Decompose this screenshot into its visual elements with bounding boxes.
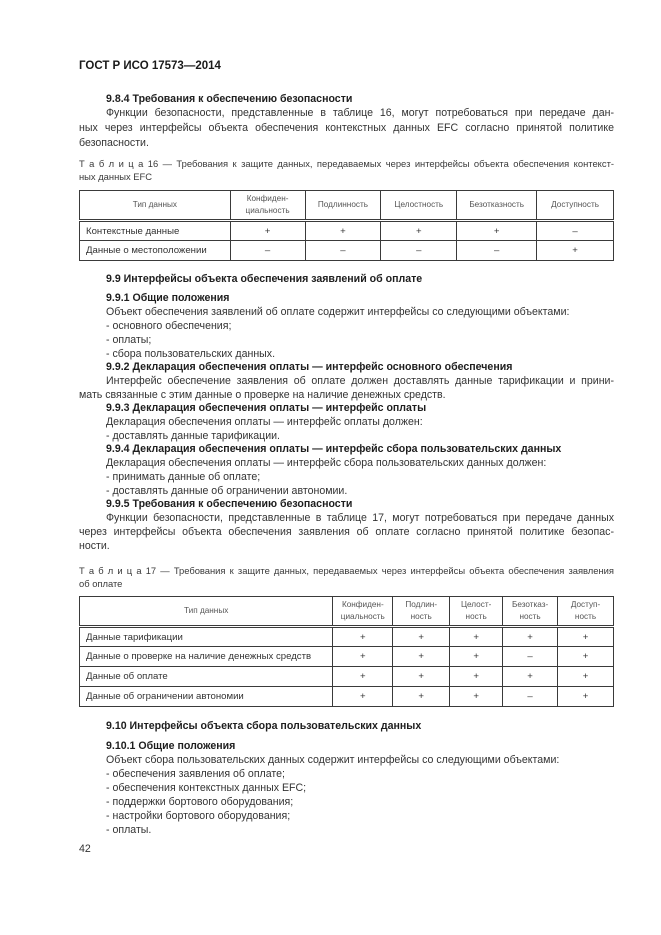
table-header-row [80,597,614,627]
table-cell: Контекстные данные [80,221,231,241]
paragraph-line: Объект сбора пользовательских данных содержит интерфейсы со следующими объектами: [106,754,560,766]
table-cell: + [558,687,614,707]
column-header: Подлин- ность [393,597,450,627]
table-cell: Данные тарификации [80,627,333,647]
list-item: - доставлять данные об ограничении автономии. [106,485,348,497]
list-item: - оплаты; [106,334,152,346]
table-cell: + [558,667,614,687]
list-item: - доставлять данные тарификации. [106,430,280,442]
table-cell: – [503,647,558,667]
table-cell: + [393,647,450,667]
table-17 [79,596,614,707]
paragraph-line: безопасности. [79,137,149,149]
table-cell: Данные о местоположении [80,241,231,261]
table-header-row [80,191,614,221]
table-16-caption: ных данных EFC [79,171,153,182]
table-row [80,627,614,647]
table-cell: Данные о проверке на наличие денежных средств [80,647,333,667]
column-header: Подлинность [305,191,381,221]
page-number: 42 [79,843,91,855]
table-cell: + [393,627,450,647]
column-header: Доступность [537,191,614,221]
table-cell: + [305,221,381,241]
column-header: Доступ- ность [558,597,614,627]
table-16-caption: Т а б л и ц а 16 — Требования к защите данных, передаваемых через интерфейсы объекта обеспечения контекст- [79,158,614,169]
section-heading-9-10-1: 9.10.1 Общие положения [106,740,236,752]
section-heading-9-8-4: 9.8.4 Требования к обеспечению безопасности [106,93,353,105]
table-cell: – [457,241,537,261]
paragraph-line: Декларация обеспечения оплаты — интерфейс сбора пользовательских данных должен: [106,457,547,469]
table-cell: + [450,667,503,687]
table-cell: – [381,241,457,261]
column-header: Безотказность [457,191,537,221]
table-row [80,241,614,261]
table-cell: Данные об ограничении автономии [80,687,333,707]
column-header: Конфиден- циальность [333,597,393,627]
list-item: - оплаты. [106,824,152,836]
column-header: Тип данных [80,597,333,627]
paragraph-line: ности. [79,540,110,552]
table-cell: Данные об оплате [80,667,333,687]
section-heading-9-9-1: 9.9.1 Общие положения [106,292,230,304]
list-item: - поддержки бортового оборудования; [106,796,294,808]
list-item: - принимать данные об оплате; [106,471,261,483]
table-cell: – [503,687,558,707]
table-cell: + [450,627,503,647]
table-17-caption: об оплате [79,578,123,589]
column-header: Целостность [381,191,457,221]
table-cell: + [558,627,614,647]
paragraph-line: мать связанные с этим данные о проверке на наличие денежных средств. [79,389,446,401]
table-cell: + [450,687,503,707]
section-heading-9-10: 9.10 Интерфейсы объекта сбора пользовательских данных [106,720,422,732]
table-16 [79,190,614,261]
table-cell: + [381,221,457,241]
document-standard-header: ГОСТ Р ИСО 17573—2014 [79,60,221,72]
paragraph-line: Функции безопасности, представленные в таблице 16, могут потребоваться при передаче дан- [106,107,614,119]
section-heading-9-9-2: 9.9.2 Декларация обеспечения оплаты — интерфейс основного обеспечения [106,361,513,373]
table-cell: + [333,647,393,667]
column-header: Целост- ность [450,597,503,627]
table-cell: – [230,241,305,261]
table-cell: + [333,667,393,687]
table-cell: + [333,687,393,707]
table-row [80,687,614,707]
table-cell: + [457,221,537,241]
section-heading-9-9-5: 9.9.5 Требования к обеспечению безопасности [106,498,353,510]
table-cell: – [305,241,381,261]
paragraph-line: через интерфейсы объекта обеспечения заявления об оплате согласно принятой политике безопас- [79,526,614,538]
column-header: Тип данных [80,191,231,221]
table-cell: + [333,627,393,647]
section-heading-9-9: 9.9 Интерфейсы объекта обеспечения заявлений об оплате [106,273,423,285]
paragraph-line: Декларация обеспечения оплаты — интерфейс оплаты должен: [106,416,423,428]
list-item: - обеспечения контекстных данных EFC; [106,782,307,794]
column-header: Конфиден- циальность [230,191,305,221]
table-cell: + [393,687,450,707]
list-item: - сбора пользовательских данных. [106,348,276,360]
table-cell: – [537,221,614,241]
column-header: Безотказ- ность [503,597,558,627]
table-cell: + [393,667,450,687]
table-cell: + [537,241,614,261]
table-cell: + [503,627,558,647]
paragraph-line: Функции безопасности, представленные в таблице 17, могут потребоваться при передаче данных [106,512,614,524]
paragraph-line: Объект обеспечения заявлений об оплате содержит интерфейсы со следующими объектами: [106,306,570,318]
table-cell: + [450,647,503,667]
table-row [80,647,614,667]
table-17-caption: Т а б л и ц а 17 — Требования к защите данных, передаваемых через интерфейсы объекта обеспечения заявления [79,565,614,576]
paragraph-line: ных через интерфейсы объекта обеспечения контекстных данных EFC согласно принятой политике [79,122,614,134]
table-cell: + [558,647,614,667]
list-item: - обеспечения заявления об оплате; [106,768,285,780]
section-heading-9-9-3: 9.9.3 Декларация обеспечения оплаты — интерфейс оплаты [106,402,427,414]
paragraph-line: Интерфейс обеспечение заявления об оплате должен доставлять данные тарификации и прини- [106,375,614,387]
list-item: - настройки бортового оборудования; [106,810,291,822]
table-cell: + [503,667,558,687]
table-cell: + [230,221,305,241]
section-heading-9-9-4: 9.9.4 Декларация обеспечения оплаты — интерфейс сбора пользовательских данных [106,443,562,455]
table-row [80,221,614,241]
table-row [80,667,614,687]
list-item: - основного обеспечения; [106,320,232,332]
